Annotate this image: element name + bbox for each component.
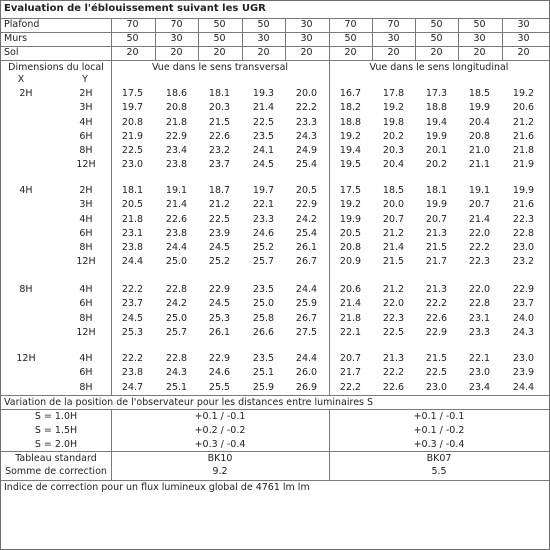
ugr-value-longitudinal: 22.6 <box>382 381 405 393</box>
ugr-value-transversal: 24.2 <box>165 298 188 310</box>
ugr-value-transversal: 22.9 <box>295 199 318 211</box>
header-cell: 50 <box>257 19 270 30</box>
header-row-label: Murs <box>4 33 28 44</box>
group-x-label: 2H <box>19 88 33 99</box>
ugr-value-transversal: 25.0 <box>165 312 188 324</box>
ugr-value-longitudinal: 20.7 <box>339 353 362 364</box>
divider <box>242 18 243 60</box>
ugr-value-transversal: 24.4 <box>295 353 318 364</box>
ugr-value-longitudinal: 16.7 <box>339 88 362 99</box>
ugr-value-longitudinal: 21.8 <box>339 312 362 324</box>
ugr-value-longitudinal: 23.0 <box>468 367 491 379</box>
ugr-value-transversal: 24.5 <box>252 159 275 171</box>
ugr-value-longitudinal: 22.0 <box>468 284 491 295</box>
row-y-label: 6H <box>79 130 93 142</box>
row-y-label: 8H <box>79 381 93 393</box>
header-cell: 20 <box>213 47 226 58</box>
variation-longitudinal: +0.1 / -0.2 <box>413 425 465 436</box>
ugr-value-transversal: 25.7 <box>252 256 275 268</box>
ugr-value-longitudinal: 22.5 <box>382 326 405 338</box>
ugr-value-transversal: 22.2 <box>121 284 144 295</box>
header-cell: 70 <box>387 19 400 30</box>
ugr-value-longitudinal: 22.9 <box>512 284 535 295</box>
ugr-value-longitudinal: 19.5 <box>339 159 362 171</box>
row-y-label: 8H <box>79 312 93 324</box>
header-cell: 70 <box>344 19 357 30</box>
ugr-value-longitudinal: 19.2 <box>382 102 405 114</box>
ugr-value-transversal: 20.3 <box>208 102 231 114</box>
header-cell: 20 <box>170 47 183 58</box>
divider <box>111 18 112 60</box>
header-cell: 20 <box>430 47 443 58</box>
ugr-value-transversal: 24.5 <box>208 242 231 253</box>
ugr-value-longitudinal: 21.2 <box>512 116 535 128</box>
header-cell: 30 <box>170 33 183 44</box>
y-label: Y <box>82 74 88 85</box>
footer-note: Indice de correction pour un flux lumineux global de 4761 lm lm <box>4 482 310 493</box>
ugr-value-longitudinal: 18.2 <box>339 102 362 114</box>
ugr-value-transversal: 24.3 <box>295 130 318 142</box>
variation-row-label: S = 1.0H <box>34 411 78 422</box>
divider <box>1 480 549 481</box>
divider <box>502 18 503 60</box>
ugr-value-transversal: 25.4 <box>295 159 318 171</box>
ugr-value-transversal: 24.6 <box>252 227 275 239</box>
ugr-value-transversal: 25.3 <box>121 326 144 338</box>
ugr-value-longitudinal: 20.8 <box>339 242 362 253</box>
header-cell: 20 <box>257 47 270 58</box>
ugr-value-longitudinal: 20.1 <box>425 145 448 156</box>
ugr-value-transversal: 26.7 <box>295 256 318 268</box>
ugr-value-longitudinal: 23.9 <box>512 367 535 379</box>
variation-longitudinal: +0.3 / -0.4 <box>413 439 465 450</box>
ugr-value-transversal: 23.1 <box>121 227 144 239</box>
divider <box>111 409 112 480</box>
ugr-value-longitudinal: 22.2 <box>339 381 362 393</box>
longitudinal-label: Vue dans le sens longitudinal <box>369 62 509 73</box>
ugr-value-longitudinal: 20.2 <box>382 130 405 142</box>
ugr-value-longitudinal: 21.5 <box>382 256 405 268</box>
ugr-value-longitudinal: 19.8 <box>382 116 405 128</box>
ugr-value-longitudinal: 19.2 <box>339 130 362 142</box>
ugr-value-longitudinal: 22.2 <box>425 298 448 310</box>
variation-transversal: +0.3 / -0.4 <box>194 439 246 450</box>
ugr-value-transversal: 19.7 <box>121 102 144 114</box>
ugr-value-longitudinal: 22.0 <box>382 298 405 310</box>
ugr-value-transversal: 19.3 <box>252 88 275 99</box>
header-cell: 50 <box>473 19 486 30</box>
ugr-value-transversal: 25.7 <box>165 326 188 338</box>
ugr-value-longitudinal: 19.2 <box>339 199 362 211</box>
ugr-value-longitudinal: 21.2 <box>382 227 405 239</box>
ugr-value-transversal: 22.8 <box>165 353 188 364</box>
ugr-value-longitudinal: 18.8 <box>339 116 362 128</box>
ugr-value-transversal: 21.5 <box>208 116 231 128</box>
variation-transversal: +0.2 / -0.2 <box>194 425 246 436</box>
ugr-value-transversal: 21.8 <box>165 116 188 128</box>
row-y-label: 2H <box>79 185 93 196</box>
row-y-label: 12H <box>76 326 96 338</box>
ugr-value-longitudinal: 22.1 <box>468 353 491 364</box>
ugr-value-longitudinal: 21.5 <box>425 353 448 364</box>
ugr-value-longitudinal: 20.7 <box>468 199 491 211</box>
ugr-value-longitudinal: 21.8 <box>512 145 535 156</box>
ugr-value-longitudinal: 23.2 <box>512 256 535 268</box>
ugr-value-longitudinal: 22.8 <box>512 227 535 239</box>
ugr-value-longitudinal: 23.0 <box>425 381 448 393</box>
ugr-value-longitudinal: 22.3 <box>468 256 491 268</box>
ugr-value-transversal: 21.2 <box>208 199 231 211</box>
ugr-value-transversal: 20.8 <box>121 116 144 128</box>
ugr-value-longitudinal: 21.6 <box>512 130 535 142</box>
ugr-value-transversal: 23.5 <box>252 130 275 142</box>
divider <box>1 451 549 452</box>
standard-label: Tableau standard <box>15 453 97 464</box>
divider <box>111 60 112 395</box>
ugr-value-longitudinal: 20.2 <box>425 159 448 171</box>
ugr-value-transversal: 21.4 <box>252 102 275 114</box>
header-cell: 30 <box>473 33 486 44</box>
ugr-value-longitudinal: 21.3 <box>425 227 448 239</box>
variation-label: Variation de la position de l'observateur pour les distances entre luminaires S <box>4 397 374 408</box>
ugr-value-longitudinal: 20.8 <box>468 130 491 142</box>
ugr-value-transversal: 25.3 <box>208 312 231 324</box>
ugr-value-transversal: 22.2 <box>121 353 144 364</box>
ugr-value-transversal: 26.1 <box>295 242 318 253</box>
variation-longitudinal: +0.1 / -0.1 <box>413 411 465 422</box>
group-x-label: 8H <box>19 284 33 295</box>
ugr-value-transversal: 22.9 <box>208 353 231 364</box>
ugr-value-transversal: 23.4 <box>165 145 188 156</box>
ugr-value-longitudinal: 19.4 <box>425 116 448 128</box>
ugr-value-longitudinal: 23.7 <box>512 298 535 310</box>
ugr-value-transversal: 23.7 <box>121 298 144 310</box>
header-cell: 20 <box>300 47 313 58</box>
ugr-value-longitudinal: 22.2 <box>468 242 491 253</box>
ugr-value-longitudinal: 23.3 <box>468 326 491 338</box>
ugr-value-longitudinal: 23.0 <box>512 242 535 253</box>
divider <box>155 18 156 60</box>
x-label: X <box>17 74 25 85</box>
ugr-value-longitudinal: 21.4 <box>382 242 405 253</box>
ugr-value-transversal: 20.5 <box>121 199 144 211</box>
variation-transversal: +0.1 / -0.1 <box>194 411 246 422</box>
ugr-value-transversal: 26.1 <box>208 326 231 338</box>
header-cell: 30 <box>517 33 530 44</box>
ugr-value-transversal: 24.5 <box>208 298 231 310</box>
header-cell: 20 <box>387 47 400 58</box>
correction-label: Somme de correction <box>5 466 107 477</box>
correction-longitudinal: 5.5 <box>431 466 447 477</box>
ugr-value-transversal: 26.9 <box>295 381 318 393</box>
ugr-value-transversal: 23.5 <box>252 284 275 295</box>
header-cell: 50 <box>126 33 139 44</box>
header-cell: 20 <box>126 47 139 58</box>
row-y-label: 12H <box>76 256 96 268</box>
header-cell: 30 <box>517 19 530 30</box>
ugr-value-longitudinal: 23.1 <box>468 312 491 324</box>
ugr-value-longitudinal: 19.9 <box>425 130 448 142</box>
row-y-label: 2H <box>79 88 93 99</box>
ugr-value-transversal: 25.2 <box>252 242 275 253</box>
ugr-value-longitudinal: 24.3 <box>512 326 535 338</box>
row-y-label: 3H <box>79 199 93 211</box>
ugr-value-transversal: 24.4 <box>121 256 144 268</box>
ugr-value-longitudinal: 18.5 <box>382 185 405 196</box>
ugr-value-longitudinal: 20.6 <box>512 102 535 114</box>
ugr-value-transversal: 23.8 <box>165 159 188 171</box>
ugr-value-transversal: 24.6 <box>208 367 231 379</box>
ugr-value-transversal: 19.1 <box>165 185 188 196</box>
divider <box>372 18 373 60</box>
ugr-value-transversal: 22.5 <box>121 145 144 156</box>
ugr-value-transversal: 22.9 <box>208 284 231 295</box>
ugr-value-transversal: 23.9 <box>208 227 231 239</box>
ugr-value-transversal: 25.9 <box>295 298 318 310</box>
group-x-label: 4H <box>19 185 33 196</box>
ugr-value-transversal: 25.2 <box>208 256 231 268</box>
row-y-label: 6H <box>79 367 93 379</box>
ugr-value-longitudinal: 18.1 <box>425 185 448 196</box>
ugr-value-transversal: 22.1 <box>252 199 275 211</box>
ugr-value-longitudinal: 21.9 <box>512 159 535 171</box>
divider <box>1 395 549 396</box>
ugr-value-transversal: 20.5 <box>295 185 318 196</box>
row-y-label: 4H <box>79 116 93 128</box>
header-row-label: Plafond <box>4 19 40 30</box>
header-cell: 50 <box>213 19 226 30</box>
ugr-value-longitudinal: 19.9 <box>339 213 362 225</box>
standard-longitudinal: BK07 <box>426 453 452 464</box>
ugr-value-transversal: 24.2 <box>295 213 318 225</box>
ugr-value-longitudinal: 22.3 <box>382 312 405 324</box>
ugr-value-longitudinal: 19.9 <box>425 199 448 211</box>
ugr-value-transversal: 25.9 <box>252 381 275 393</box>
ugr-value-longitudinal: 20.4 <box>382 159 405 171</box>
ugr-value-longitudinal: 17.3 <box>425 88 448 99</box>
ugr-value-transversal: 22.8 <box>165 284 188 295</box>
header-cell: 20 <box>344 47 357 58</box>
ugr-value-transversal: 24.4 <box>295 284 318 295</box>
ugr-value-transversal: 18.1 <box>121 185 144 196</box>
ugr-value-transversal: 23.5 <box>252 353 275 364</box>
ugr-value-longitudinal: 18.8 <box>425 102 448 114</box>
ugr-value-transversal: 23.8 <box>121 367 144 379</box>
ugr-value-transversal: 22.5 <box>208 213 231 225</box>
ugr-value-longitudinal: 20.3 <box>382 145 405 156</box>
ugr-value-transversal: 26.7 <box>295 312 318 324</box>
divider <box>1 409 549 410</box>
row-y-label: 4H <box>79 213 93 225</box>
page-title: Evaluation de l'éblouissement suivant les UGR <box>4 3 266 14</box>
ugr-value-longitudinal: 22.9 <box>425 326 448 338</box>
ugr-value-longitudinal: 21.7 <box>425 256 448 268</box>
header-cell: 20 <box>517 47 530 58</box>
row-y-label: 6H <box>79 227 93 239</box>
ugr-value-longitudinal: 18.5 <box>468 88 491 99</box>
ugr-value-transversal: 25.1 <box>165 381 188 393</box>
ugr-value-transversal: 21.4 <box>165 199 188 211</box>
ugr-value-longitudinal: 20.4 <box>468 116 491 128</box>
ugr-value-longitudinal: 22.6 <box>425 312 448 324</box>
ugr-value-transversal: 24.9 <box>295 145 318 156</box>
ugr-value-transversal: 22.6 <box>208 130 231 142</box>
ugr-value-longitudinal: 19.2 <box>512 88 535 99</box>
ugr-value-transversal: 23.0 <box>121 159 144 171</box>
ugr-value-longitudinal: 23.0 <box>512 353 535 364</box>
header-cell: 70 <box>170 19 183 30</box>
ugr-value-transversal: 21.9 <box>121 130 144 142</box>
ugr-value-longitudinal: 17.8 <box>382 88 405 99</box>
header-cell: 50 <box>430 33 443 44</box>
header-cell: 50 <box>344 33 357 44</box>
row-y-label: 8H <box>79 242 93 253</box>
ugr-value-transversal: 22.2 <box>295 102 318 114</box>
ugr-value-transversal: 26.0 <box>295 367 318 379</box>
divider <box>285 18 286 60</box>
ugr-value-longitudinal: 21.6 <box>512 199 535 211</box>
ugr-value-longitudinal: 21.4 <box>339 298 362 310</box>
ugr-value-transversal: 22.9 <box>165 130 188 142</box>
ugr-value-longitudinal: 21.3 <box>425 284 448 295</box>
ugr-value-transversal: 21.8 <box>121 213 144 225</box>
ugr-value-longitudinal: 20.0 <box>382 199 405 211</box>
ugr-value-transversal: 23.7 <box>208 159 231 171</box>
ugr-value-transversal: 24.5 <box>121 312 144 324</box>
ugr-value-transversal: 23.3 <box>295 116 318 128</box>
ugr-value-longitudinal: 21.5 <box>425 242 448 253</box>
group-x-label: 12H <box>16 353 36 364</box>
ugr-value-longitudinal: 19.1 <box>468 185 491 196</box>
ugr-value-longitudinal: 22.3 <box>512 213 535 225</box>
ugr-value-transversal: 24.4 <box>165 242 188 253</box>
ugr-value-longitudinal: 20.7 <box>382 213 405 225</box>
dimensions-label: Dimensions du local <box>8 62 104 73</box>
divider <box>1 60 549 61</box>
header-cell: 30 <box>257 33 270 44</box>
ugr-value-longitudinal: 20.6 <box>339 284 362 295</box>
ugr-value-longitudinal: 20.5 <box>339 227 362 239</box>
variation-row-label: S = 1.5H <box>34 425 78 436</box>
ugr-value-transversal: 23.8 <box>165 227 188 239</box>
row-y-label: 8H <box>79 145 93 156</box>
ugr-value-longitudinal: 21.0 <box>468 145 491 156</box>
ugr-value-longitudinal: 20.9 <box>339 256 362 268</box>
ugr-value-longitudinal: 19.9 <box>512 185 535 196</box>
standard-transversal: BK10 <box>207 453 233 464</box>
ugr-value-longitudinal: 21.2 <box>382 284 405 295</box>
row-y-label: 4H <box>79 353 93 364</box>
ugr-value-longitudinal: 22.2 <box>382 367 405 379</box>
ugr-value-transversal: 23.2 <box>208 145 231 156</box>
ugr-value-transversal: 24.7 <box>121 381 144 393</box>
ugr-value-transversal: 20.0 <box>295 88 318 99</box>
ugr-value-transversal: 24.3 <box>165 367 188 379</box>
ugr-value-transversal: 25.0 <box>252 298 275 310</box>
header-cell: 30 <box>300 33 313 44</box>
ugr-value-transversal: 26.6 <box>252 326 275 338</box>
ugr-value-transversal: 25.4 <box>295 227 318 239</box>
row-y-label: 4H <box>79 284 93 295</box>
ugr-value-longitudinal: 22.5 <box>425 367 448 379</box>
header-cell: 20 <box>473 47 486 58</box>
header-cell: 70 <box>126 19 139 30</box>
ugr-value-transversal: 17.5 <box>121 88 144 99</box>
ugr-value-longitudinal: 22.8 <box>468 298 491 310</box>
ugr-value-longitudinal: 19.4 <box>339 145 362 156</box>
ugr-value-transversal: 20.8 <box>165 102 188 114</box>
ugr-value-transversal: 18.1 <box>208 88 231 99</box>
row-y-label: 6H <box>79 298 93 310</box>
divider <box>458 18 459 60</box>
ugr-value-longitudinal: 21.7 <box>339 367 362 379</box>
ugr-value-longitudinal: 24.0 <box>512 312 535 324</box>
ugr-value-longitudinal: 17.5 <box>339 185 362 196</box>
divider <box>329 60 330 395</box>
ugr-value-transversal: 18.6 <box>165 88 188 99</box>
ugr-value-transversal: 22.6 <box>165 213 188 225</box>
ugr-value-transversal: 27.5 <box>295 326 318 338</box>
ugr-value-transversal: 25.8 <box>252 312 275 324</box>
header-cell: 50 <box>213 33 226 44</box>
ugr-value-longitudinal: 22.0 <box>468 227 491 239</box>
ugr-value-longitudinal: 23.4 <box>468 381 491 393</box>
divider <box>329 409 330 480</box>
correction-transversal: 9.2 <box>212 466 228 477</box>
row-y-label: 3H <box>79 102 93 114</box>
header-cell: 30 <box>387 33 400 44</box>
ugr-value-longitudinal: 19.9 <box>468 102 491 114</box>
ugr-value-transversal: 25.1 <box>252 367 275 379</box>
divider <box>329 18 330 60</box>
ugr-value-transversal: 23.8 <box>121 242 144 253</box>
ugr-value-longitudinal: 20.7 <box>425 213 448 225</box>
ugr-value-longitudinal: 21.1 <box>468 159 491 171</box>
header-row-label: Sol <box>4 47 19 58</box>
divider <box>415 18 416 60</box>
ugr-value-transversal: 23.3 <box>252 213 275 225</box>
row-y-label: 12H <box>76 159 96 171</box>
ugr-value-transversal: 25.5 <box>208 381 231 393</box>
header-cell: 30 <box>300 19 313 30</box>
divider <box>198 18 199 60</box>
header-cell: 50 <box>430 19 443 30</box>
ugr-value-transversal: 19.7 <box>252 185 275 196</box>
ugr-value-transversal: 22.5 <box>252 116 275 128</box>
ugr-value-longitudinal: 21.4 <box>468 213 491 225</box>
transversal-label: Vue dans le sens transversal <box>151 62 289 73</box>
ugr-value-longitudinal: 24.4 <box>512 381 535 393</box>
ugr-value-transversal: 18.7 <box>208 185 231 196</box>
ugr-value-transversal: 24.1 <box>252 145 275 156</box>
variation-row-label: S = 2.0H <box>34 439 78 450</box>
ugr-value-transversal: 25.0 <box>165 256 188 268</box>
ugr-value-longitudinal: 22.1 <box>339 326 362 338</box>
ugr-value-longitudinal: 21.3 <box>382 353 405 364</box>
